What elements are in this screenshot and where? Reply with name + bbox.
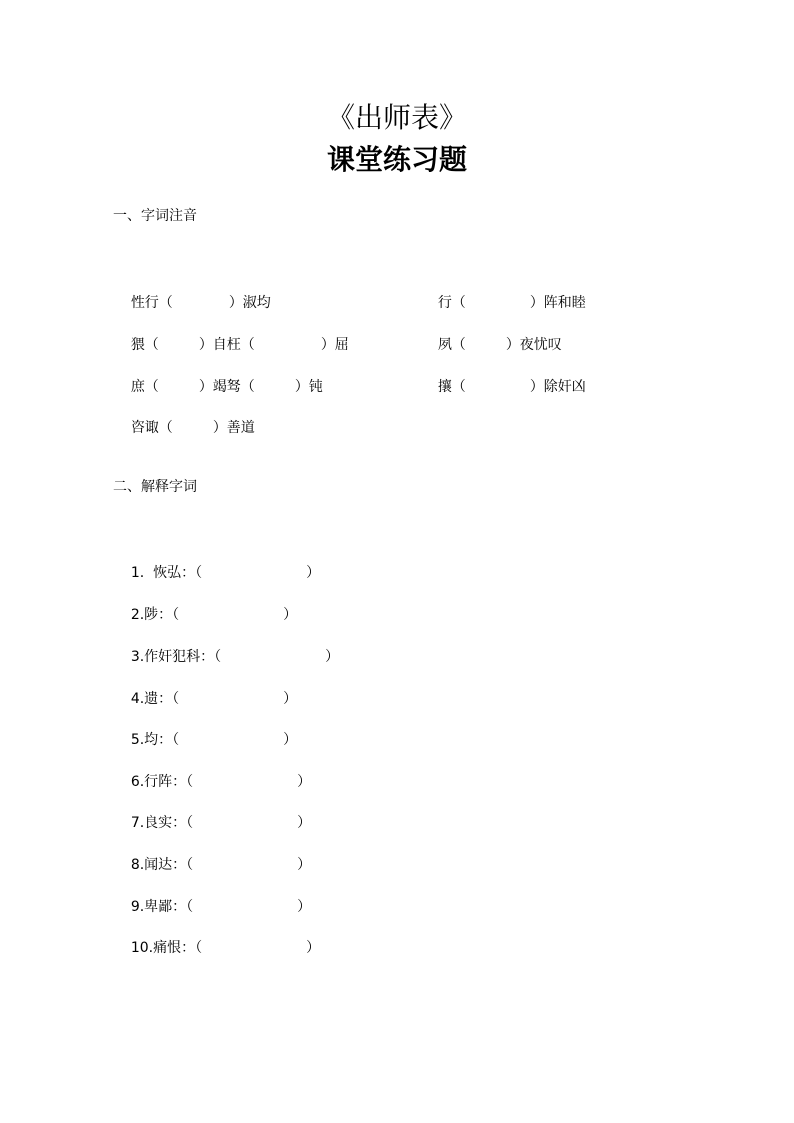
definition-item: 7.良实：（ ）: [130, 815, 312, 831]
pinyin-item: 咨诹（ ）善道: [130, 420, 255, 436]
definition-item: 6.行阵：（ ）: [130, 774, 312, 790]
page-subtitle: 课堂练习题: [326, 143, 467, 176]
definition-item: 10.痛恨：（ ）: [130, 940, 321, 956]
definition-item: 3.作奸犯科：（ ）: [130, 649, 340, 665]
definition-item: 4.遗：（ ）: [130, 691, 298, 707]
definition-item: 2.陟：（ ）: [130, 607, 298, 623]
pinyin-item: 夙（ ）夜忧叹: [437, 337, 562, 353]
definition-item: 1. 恢弘：（ ）: [130, 565, 321, 581]
definition-item: 9.卑鄙：（ ）: [130, 899, 312, 915]
pinyin-item: 攘（ ）除奸凶: [437, 379, 586, 395]
page-title: 《出师表》: [326, 101, 467, 134]
section-heading-pinyin: 一、字词注音: [113, 208, 197, 224]
definition-item: 8.闻达：（ ）: [130, 857, 312, 873]
pinyin-item: 庶（ ）竭驽（ ）钝: [130, 379, 323, 395]
section-heading-definitions: 二、解释字词: [113, 479, 197, 495]
pinyin-item: 行（ ）阵和睦: [437, 295, 586, 311]
definition-item: 5.均：（ ）: [130, 732, 298, 748]
pinyin-item: 猥（ ）自枉（ ）屈: [130, 337, 349, 353]
pinyin-item: 性行（ ）淑均: [130, 295, 271, 311]
